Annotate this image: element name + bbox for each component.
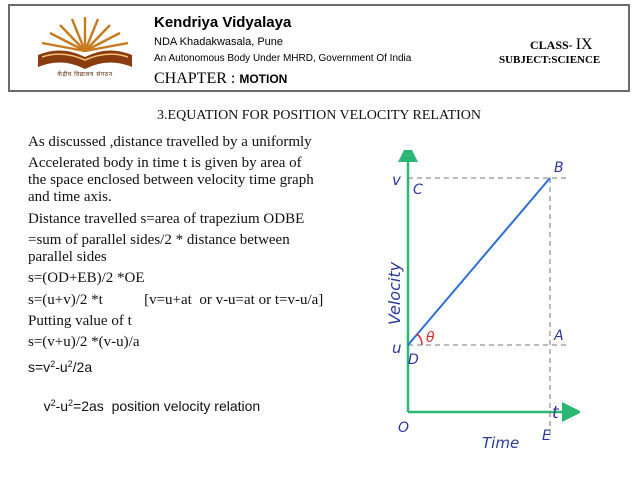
class-label (530, 36, 593, 54)
text-line: Accelerated body in time t is given by area of (28, 155, 302, 171)
label-v: v (392, 171, 401, 189)
text-line: s=(OD+EB)/2 *OE (28, 270, 145, 286)
velocity-line (408, 178, 550, 345)
label-d: D (408, 352, 419, 368)
equation-line (28, 378, 260, 432)
text-line: Distance travelled s=area of trapezium ODBE (28, 211, 305, 227)
class-prefix: CLASS- (530, 38, 573, 52)
school-affiliation: An Autonomous Body Under MHRD, Government Of India (154, 53, 412, 64)
label-origin: O (398, 420, 410, 436)
school-location: NDA Khadakwasala, Pune (154, 36, 284, 48)
eq-part: v (43, 398, 51, 414)
text-line: parallel sides (28, 249, 107, 265)
chapter-name: MOTION (239, 72, 288, 86)
label-b: B (554, 160, 564, 176)
label-theta: θ (426, 330, 435, 346)
eq-exponent: 2 (68, 398, 74, 408)
label-e: E (542, 428, 551, 444)
theta-arc (417, 334, 422, 345)
y-axis-label: Velocity (385, 261, 404, 325)
section-heading: 3.EQUATION FOR POSITION VELOCITY RELATION (157, 108, 481, 123)
school-name: Kendriya Vidyalaya (154, 14, 292, 31)
label-a: A (554, 328, 564, 344)
logo-caption: केंद्रीय विद्यालय संगठन (57, 71, 113, 78)
header-banner (8, 4, 630, 92)
eq-exponent: 2 (50, 398, 56, 408)
chapter-prefix: CHAPTER : (154, 70, 236, 87)
eq-part: /2a (72, 359, 93, 375)
label-u: u (392, 339, 402, 357)
label-t: t (552, 403, 559, 423)
eq-part: -u (55, 359, 68, 375)
text-line: s=(u+v)/2 *t [v=u+at or v-u=at or t=v-u/a] (28, 292, 324, 308)
chapter-title (154, 70, 287, 88)
text-line: =sum of parallel sides/2 * distance between (28, 232, 290, 248)
text-line: Putting value of t (28, 313, 132, 329)
subject-label: SUBJECT:SCIENCE (499, 54, 601, 66)
equation-line (28, 356, 92, 376)
eq-part: s=v (28, 359, 51, 375)
text-line: s=(v+u)/2 *(v-u)/a (28, 334, 140, 350)
text-line: and time axis. (28, 189, 112, 205)
x-axis-label: Time (482, 434, 520, 452)
eq-part: =2as position velocity relation (73, 398, 261, 414)
velocity-time-graph (380, 150, 580, 460)
eq-exponent: 2 (67, 359, 73, 369)
eq-exponent: 2 (50, 359, 56, 369)
text-line: As discussed ,distance travelled by a uniformly (28, 134, 312, 150)
text-line: the space enclosed between velocity time graph (28, 172, 314, 188)
label-c: C (413, 182, 423, 198)
class-value: IX (575, 36, 593, 53)
eq-part: -u (55, 398, 69, 414)
